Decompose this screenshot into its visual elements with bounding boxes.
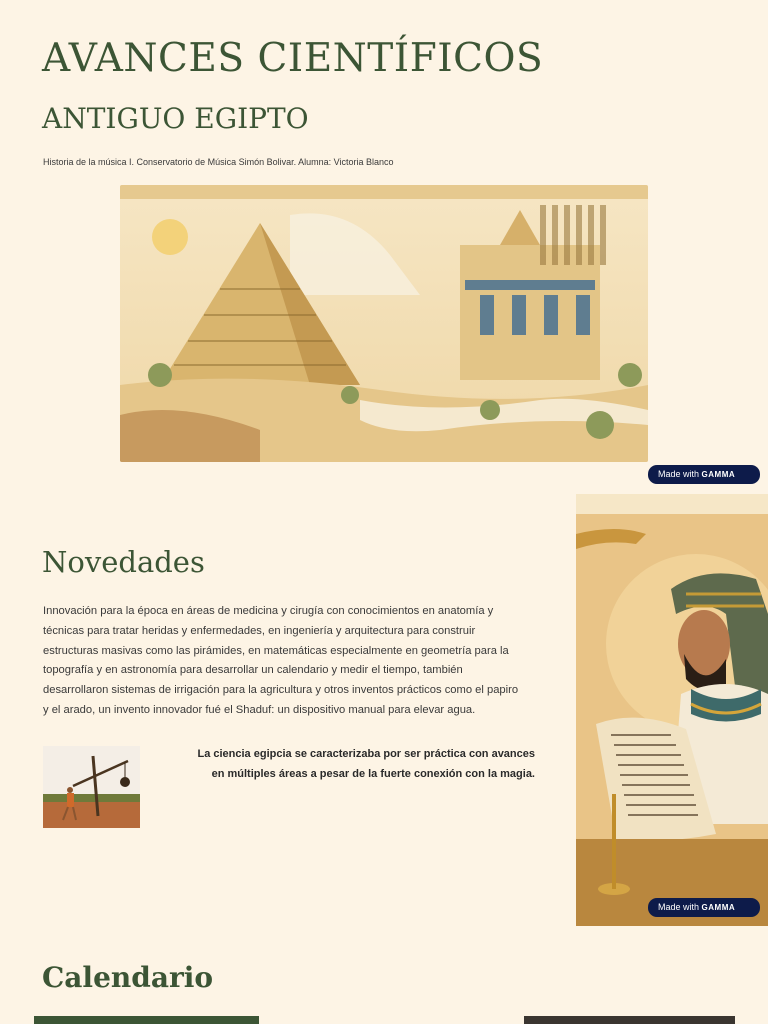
made-with-gamma-badge[interactable]	[648, 465, 760, 484]
card-top-edge-left	[34, 1016, 259, 1024]
shaduf-illustration	[43, 746, 140, 828]
card-top-edge-right	[524, 1016, 735, 1024]
gamma-logo: GAMMA	[701, 470, 736, 479]
egyptian-scribe-image	[576, 494, 768, 926]
section-title-novedades: Novedades	[42, 545, 205, 579]
shaduf-image	[43, 746, 140, 828]
scribe-illustration	[576, 494, 768, 926]
pyramid-scene-image	[120, 185, 648, 462]
badge-prefix: Made with	[658, 469, 700, 479]
highlight-quote: La ciencia egipcia se caracterizaba por ser práctica con avances en múltiples áreas a pesar de la fuerte conexión con la magia.	[197, 748, 535, 780]
credits-text: Historia de la música I. Conservatorio de Música Simón Bolivar. Alumna: Victoria Blanco	[43, 157, 394, 167]
page-title: AVANCES CIENTÍFICOS	[42, 36, 544, 81]
novedades-body-text: Innovación para la época en áreas de medicina y cirugía con conocimientos en anatomía y técnicas para tratar heridas y enfermedades, en ingeniería y arquitectura para construir estructuras masivas como las pirámides, en matemáticas especialmente en geometría para la topografía y en astronomía para desarrollar un calendario y medir el tiempo, también desarrollaron sistemas de irrigación para la agricultura y otros inventos prácticos como el papiro y el arado, un invento innovador fué el Shaduf: un dispositivo manual para elevar agua.	[43, 605, 519, 716]
made-with-gamma-badge-2[interactable]	[648, 898, 760, 917]
gamma-logo: GAMMA	[701, 903, 736, 912]
section-title-calendario: Calendario	[42, 961, 214, 994]
badge-prefix: Made with	[658, 902, 700, 912]
page-subtitle: ANTIGUO EGIPTO	[42, 102, 309, 135]
hero-illustration-pyramid	[120, 185, 648, 462]
